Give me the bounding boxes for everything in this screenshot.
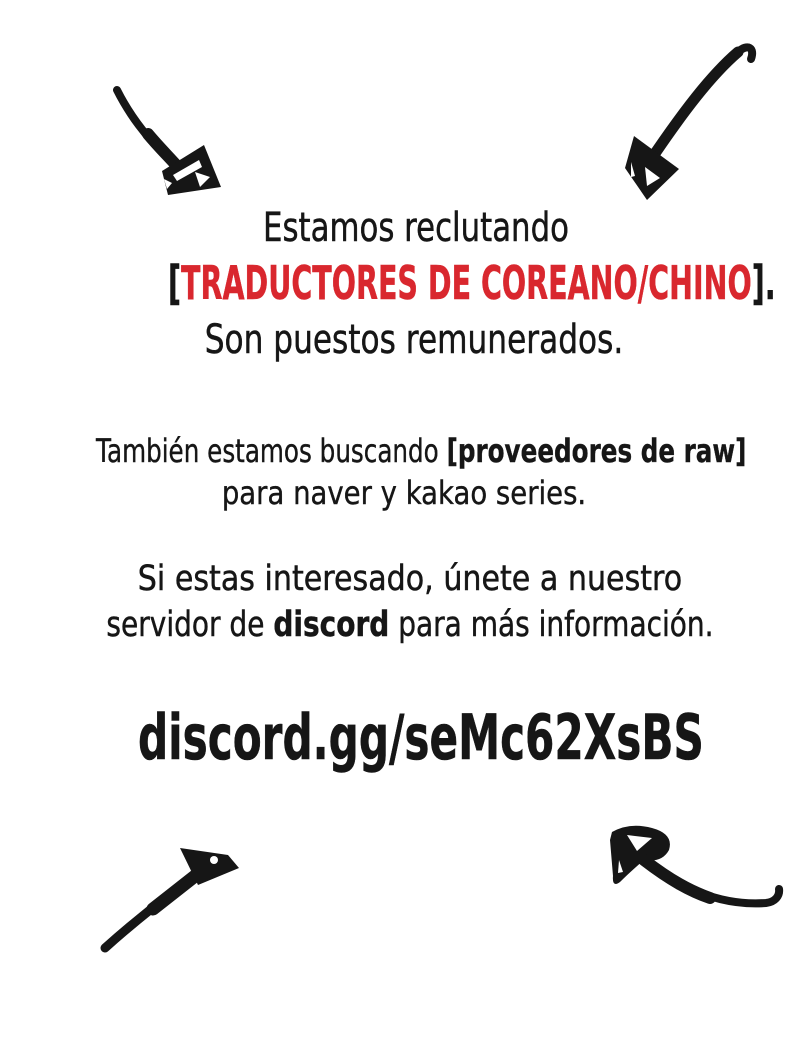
- discord-invite-link: discord.gg/seMc62XsBS: [138, 701, 704, 774]
- raw-providers-prefix: También estamos buscando: [96, 432, 447, 470]
- cta-line-2: [90, 602, 730, 648]
- cta-line2-prefix: servidor de: [106, 605, 274, 645]
- cta-line2-suffix: para más información.: [389, 605, 714, 645]
- bracket-close: ].: [751, 256, 776, 310]
- recruiting-role-line: [168, 254, 776, 312]
- recruiting-intro-line: Estamos reclutando: [263, 205, 569, 251]
- recruiting-paid-note-line: Son puestos remunerados.: [204, 317, 624, 363]
- cta-line-1: Si estas interesado, únete a nuestro: [137, 559, 683, 599]
- raw-providers-highlight: [proveedores de raw]: [446, 432, 747, 470]
- arrow-down-right-icon: [96, 78, 236, 200]
- arrow-down-left-icon: [598, 38, 760, 206]
- bracket-open: [: [168, 256, 182, 310]
- recruiting-role-highlight: TRADUCTORES DE COREANO/CHINO: [181, 256, 752, 310]
- arrow-up-right-icon: [95, 835, 245, 957]
- arrow-left-icon: [600, 820, 785, 915]
- raw-providers-detail-line: para naver y kakao series.: [221, 474, 587, 512]
- raw-providers-line: [96, 430, 747, 472]
- cta-discord-word: discord: [273, 605, 390, 645]
